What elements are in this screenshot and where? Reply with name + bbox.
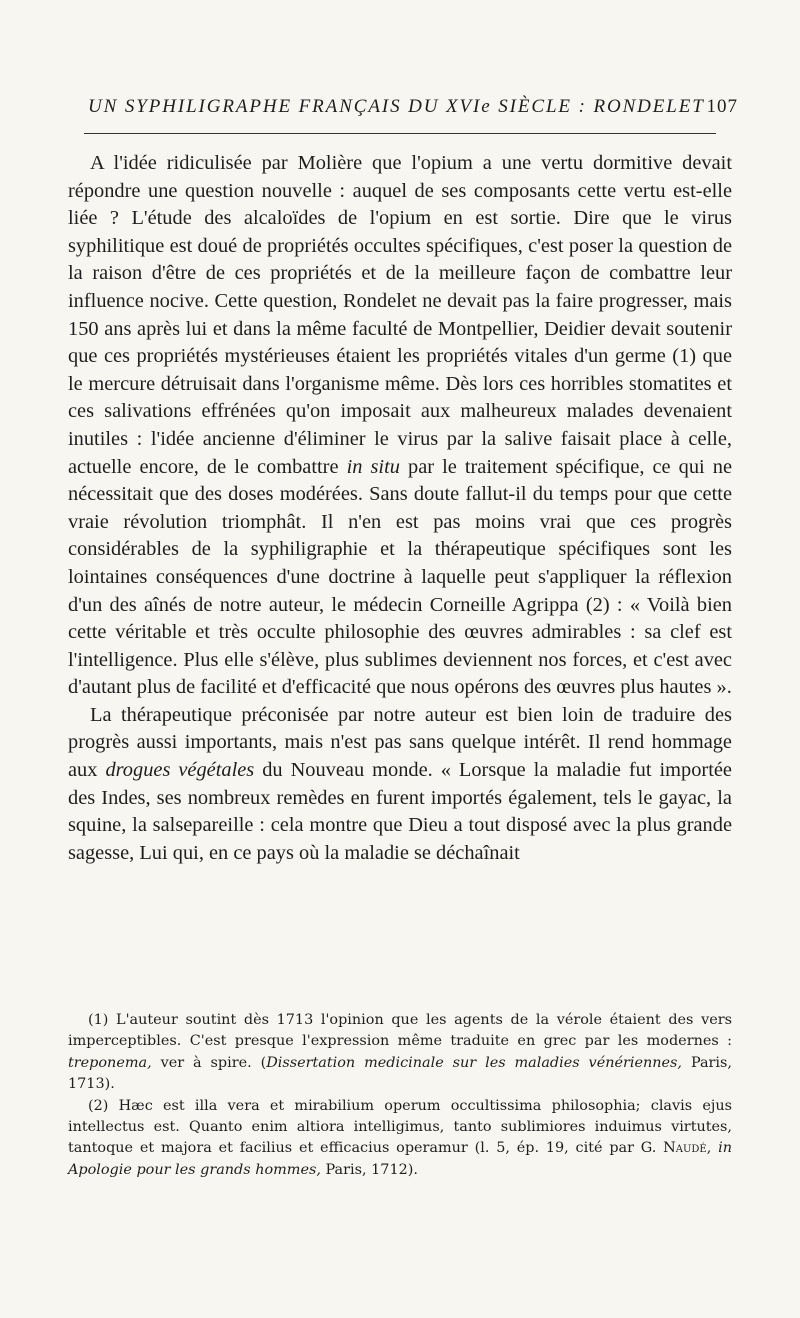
footnotes: [68, 1010, 732, 1181]
running-title: UN SYPHILIGRAPHE FRANÇAIS DU XVIe SIÈCLE : RONDELET: [88, 96, 705, 117]
footnote-2-italic-apologie: in Apologie pour les grands hommes,: [68, 1140, 732, 1178]
footnote-1-text-a: (1) L'auteur soutint dès 1713 l'opinion que les agents de la vérole étaient des vers imperceptibles. C'est presque l'expression même traduite en grec par les modernes :: [68, 1012, 732, 1050]
paragraph-1-text-a: A l'idée ridiculisée par Molière que l'opium a une vertu dormitive devait répondre une question nouvelle : auquel de ses composants cette vertu est-elle liée ? L'étude des alcaloïdes de l'opium en est sortie. Dire que le virus syphilitique est doué de propriétés occultes spécifiques, c'est poser la question de la raison d'être de ces propriétés et de la meilleure façon de combattre leur influence nocive. Cette question, Rondelet ne devait pas la faire progresser, mais 150 ans après lui et dans la même faculté de Montpellier, Deidier devait soutenir que ces propriétés mystérieuses étaient les propriétés vitales d'un germe (1) que le mercure détruisait dans l'organisme même. Dès lors ces horribles stomatites et ces salivations effrénées qu'on imposait aux malheureux malades devenaient inutiles : l'idée ancienne d'éliminer le virus par la salive faisait place à celle, actuelle encore, de le combattre: [68, 152, 732, 478]
paragraph-2: [68, 702, 732, 868]
footnote-1-text-b: ver à spire. (: [160, 1054, 267, 1071]
footnote-1-text-c: Paris, 1713).: [68, 1054, 732, 1093]
body-text: [68, 150, 732, 867]
footnote-1-italic-treponema: treponema,: [68, 1054, 152, 1071]
paragraph-2-italic-drogues: drogues végétales: [105, 759, 255, 782]
footnote-2-author-naude: Naudé,: [663, 1140, 712, 1157]
paragraph-1-text-b: par le traitement spécifique, ce qui ne nécessitait que des doses modérées. Sans doute fallut-il du temps pour que cette vraie révolution triomphât. Il n'en est pas moins vrai que ces progrès considérables de la syphiligraphie et la thérapeutique spécifiques sont les lointaines conséquences d'une doctrine à laquelle peut s'appliquer la réflexion d'un des aînés de notre auteur, le médecin Corneille Agrippa (2) : « Voilà bien cette véritable et très occulte philosophie des œuvres admirables : sa clef est l'intelligence. Plus elle s'élève, plus sublimes deviennent nos forces, et c'est avec d'autant plus de facilité et d'efficacité que nous opérons des œuvres plus hautes ».: [68, 455, 732, 699]
footnote-1: [68, 1010, 732, 1096]
paragraph-1-italic-in-situ: in situ: [346, 455, 400, 478]
footnote-1-italic-dissertation: Dissertation medicinale sur les maladies vénériennes,: [266, 1054, 683, 1071]
running-head: [88, 96, 738, 132]
header-rule: [84, 133, 716, 134]
footnote-2-text-a: (2) Hæc est illa vera et mirabilium operum occultissima philosophia; clavis ejus intellectus est. Quanto enim altiora intelligimus, tanto sublimiores induimus virtutes, tantoque et majora et facilius et efficacius operamur (l. 5, ép. 19, cité par G.: [68, 1097, 732, 1157]
paragraph-2-text-a: La thérapeutique préconisée par notre auteur est bien loin de traduire des progrès aussi importants, mais n'est pas sans quelque intérêt. Il rend hommage aux: [68, 703, 732, 782]
paragraph-1: [68, 150, 732, 702]
page-number: 107: [706, 96, 738, 117]
paragraph-2-text-b: du Nouveau monde. « Lorsque la maladie fut importée des Indes, ses nombreux remèdes en furent importés également, tels le gayac, la squine, la salsepareille : cela montre que Dieu a tout disposé avec la plus grande sagesse, Lui qui, en ce pays où la maladie se déchaînait: [68, 759, 732, 864]
footnote-2-text-b: Paris, 1712).: [325, 1161, 418, 1178]
footnote-2: [68, 1096, 732, 1182]
